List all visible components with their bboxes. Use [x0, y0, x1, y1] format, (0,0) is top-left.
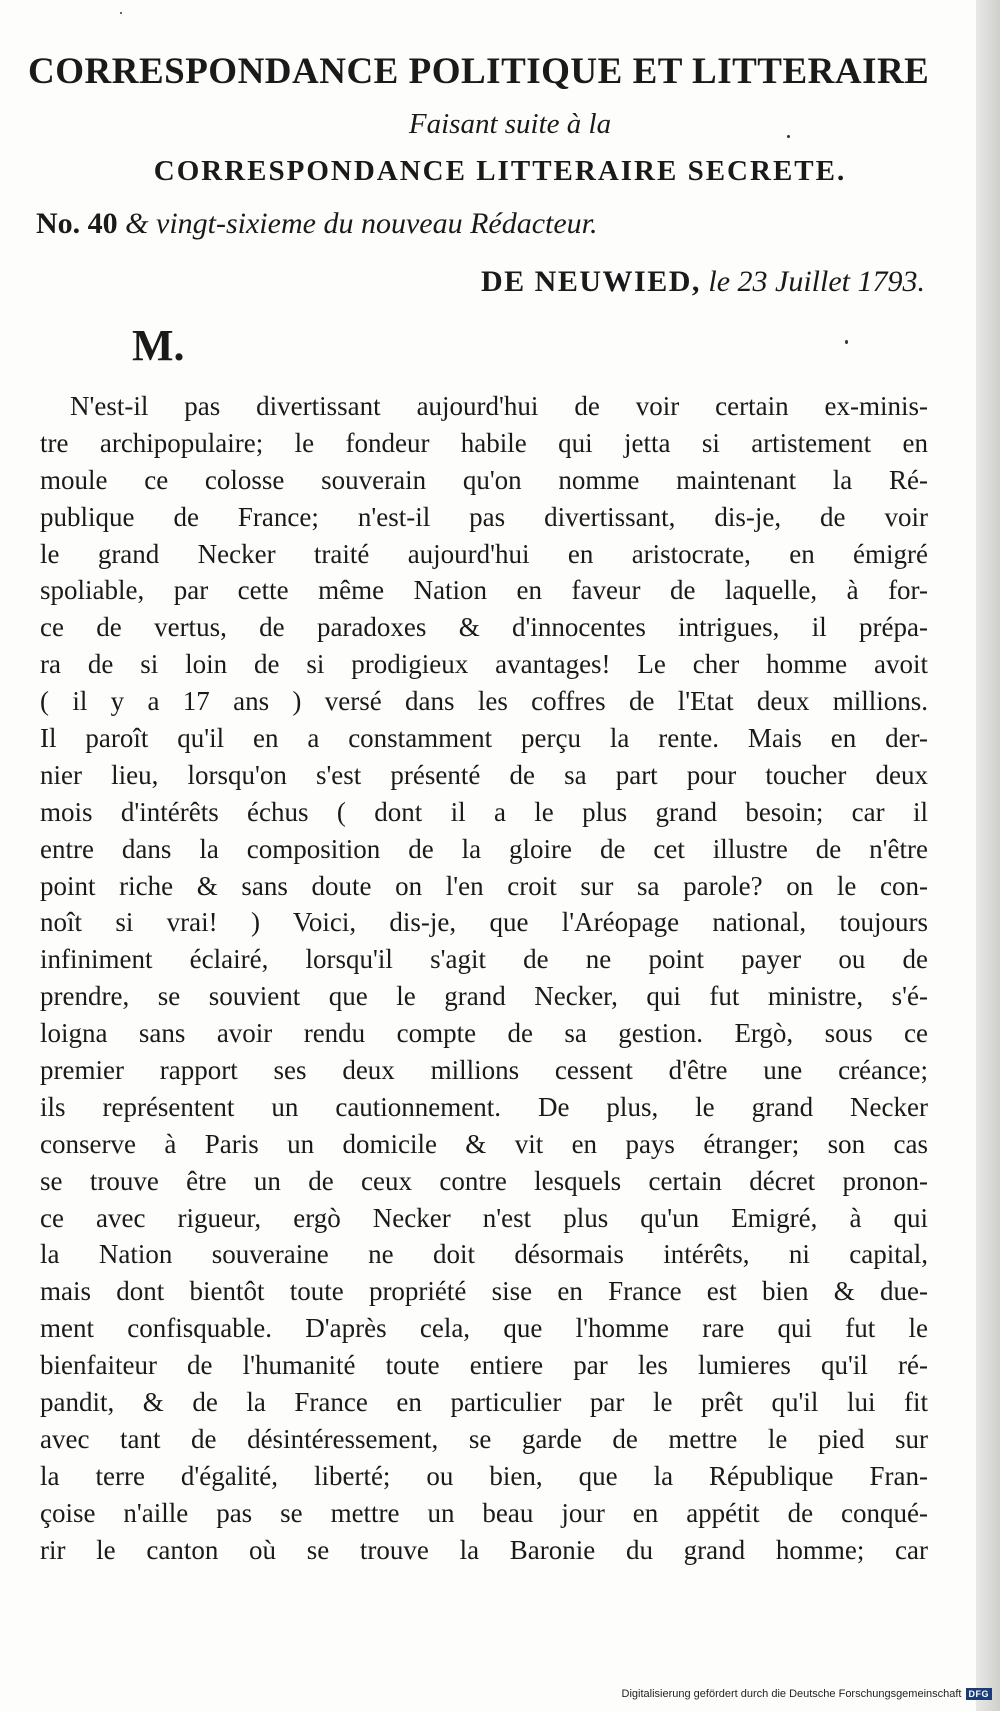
dfg-logo-icon: DFG: [966, 1688, 993, 1700]
body-line: spoliable, par cette même Nation en faveur de laquelle, à for-: [40, 575, 928, 606]
body-line: la Nation souveraine ne doit désormais intérêts, ni capital,: [40, 1239, 928, 1270]
body-line: noît si vrai! ) Voici, dis-je, que l'Aréopage national, toujours: [40, 907, 928, 938]
dateline: [0, 265, 925, 299]
body-line: rir le canton où se trouve la Baronie du grand homme; car: [40, 1534, 928, 1565]
dateline-place: DE NEUWIED,: [481, 265, 701, 298]
body-line: nier lieu, lorsqu'on s'est présenté de sa part pour toucher deux: [40, 759, 928, 790]
scan-edge: [976, 0, 1000, 1711]
dateline-date: le 23 Juillet 1793.: [700, 265, 925, 298]
salutation: M.: [132, 321, 185, 370]
body-line: entre dans la composition de la gloire de cet illustre de n'être: [40, 833, 928, 864]
footer-credit: [622, 1688, 992, 1700]
footer-credit-text: Digitalisierung gefördert durch die Deutsche Forschungsgemeinschaft: [621, 1688, 962, 1700]
body-line: N'est-il pas divertissant aujourd'hui de voir certain ex-minis-: [70, 391, 928, 421]
issue-line: [36, 207, 936, 241]
subtitle: Faisant suite à la: [408, 108, 612, 140]
body-text: [40, 388, 928, 1569]
body-line: prendre, se souvient que le grand Necker, qui fut ministre, s'é-: [40, 981, 928, 1012]
body-line: moule ce colosse souverain qu'on nomme maintenant la Ré-: [40, 464, 928, 495]
ink-speck: [787, 135, 790, 138]
issue-description: & vingt-sixieme du nouveau Rédacteur.: [117, 207, 598, 240]
body-line: ra de si loin de si prodigieux avantages! Le cher homme avoit: [40, 649, 928, 680]
body-line: ce de vertus, de paradoxes & d'innocentes intrigues, il prépa-: [40, 612, 928, 643]
ink-speck: [845, 340, 848, 344]
ink-speck: [120, 12, 122, 14]
body-line: loigna sans avoir rendu compte de sa gestion. Ergò, sous ce: [40, 1018, 928, 1049]
body-line: mois d'intérêts échus ( dont il a le plus grand besoin; car il: [40, 796, 928, 827]
body-line: point riche & sans doute on l'en croit sur sa parole? on le con-: [40, 870, 928, 901]
body-line: mais dont bientôt toute propriété sise en France est bien & due-: [40, 1276, 928, 1307]
body-line: ( il y a 17 ans ) versé dans les coffres de l'Etat deux millions.: [40, 686, 928, 717]
body-line: bienfaiteur de l'humanité toute entiere par les lumieres qu'il ré-: [40, 1350, 928, 1381]
body-line: publique de France; n'est-il pas divertissant, dis-je, de voir: [40, 501, 928, 532]
body-line: pandit, & de la France en particulier par le prêt qu'il lui fit: [40, 1387, 928, 1418]
body-line: ce avec rigueur, ergò Necker n'est plus qu'un Emigré, à qui: [40, 1202, 928, 1233]
masthead-title: CORRESPONDANCE POLITIQUE ET LITTERAIRE: [28, 51, 930, 92]
body-line: Il paroît qu'il en a constamment perçu la rente. Mais en der-: [40, 723, 928, 754]
issue-number: No. 40: [36, 207, 118, 240]
body-line: ils représentent un cautionnement. De plus, le grand Necker: [40, 1091, 928, 1122]
body-line: le grand Necker traité aujourd'hui en aristocrate, en émigré: [40, 538, 928, 569]
body-line: çoise n'aille pas se mettre un beau jour en appétit de conqué-: [40, 1497, 928, 1528]
body-line: premier rapport ses deux millions cessent d'être une créance;: [40, 1055, 928, 1086]
series-title: CORRESPONDANCE LITTERAIRE SECRETE.: [153, 155, 847, 187]
body-line: infiniment éclairé, lorsqu'il s'agit de ne point payer ou de: [40, 944, 928, 975]
body-line: conserve à Paris un domicile & vit en pays étranger; son cas: [40, 1128, 928, 1159]
body-line: se trouve être un de ceux contre lesquels certain décret pronon-: [40, 1165, 928, 1196]
body-line: tre archipopulaire; le fondeur habile qui jetta si artistement en: [40, 427, 928, 458]
body-line: avec tant de désintéressement, se garde de mettre le pied sur: [40, 1423, 928, 1454]
body-line: la terre d'égalité, liberté; ou bien, que la République Fran-: [40, 1460, 928, 1491]
body-line: ment confisquable. D'après cela, que l'homme rare qui fut le: [40, 1313, 928, 1344]
